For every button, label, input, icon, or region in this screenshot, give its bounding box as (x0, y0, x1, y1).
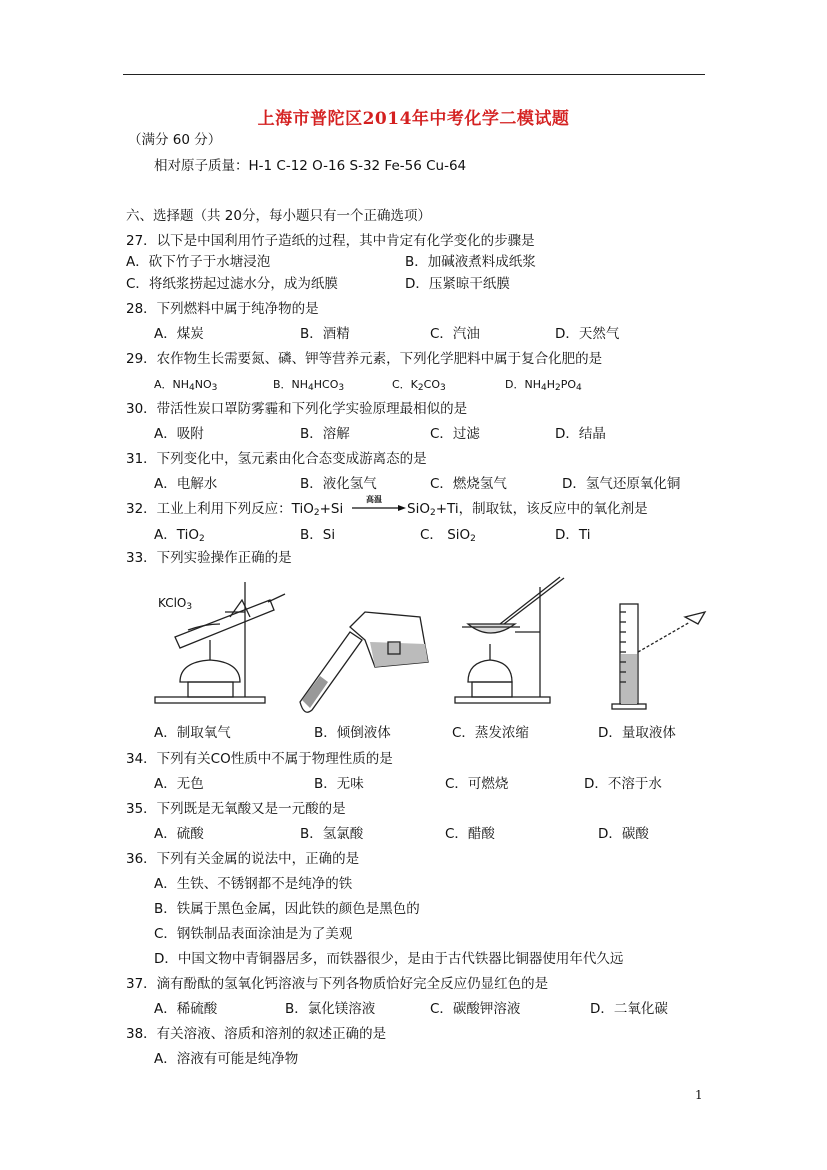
q35-option-d: D．碳酸 (598, 826, 649, 842)
q31-option-b: B．液化氢气 (300, 476, 377, 492)
q29-option-a: A．$NH_4NO_3$ (154, 378, 218, 393)
q35-option-c: C．醋酸 (445, 826, 495, 842)
q27-option-c: C．将纸浆捞起过滤水分，成为纸膜 (126, 276, 338, 292)
q33-option-b: B．倾倒液体 (314, 725, 391, 741)
reaction-condition: 高温 (366, 495, 382, 504)
q28-option-a: A．煤炭 (154, 326, 204, 342)
q29-option-b: B．$NH_4HCO_3$ (273, 378, 345, 393)
apparatus-drawings (150, 572, 720, 717)
q33-stem: 33．下列实验操作正确的是 (126, 550, 292, 566)
q30-option-c: C．过滤 (430, 426, 480, 442)
q36-option-d: D．中国文物中青铜器居多，而铁器很少，是由于古代铁器比铜器使用年代久远 (154, 951, 624, 967)
q35-option-a: A．硫酸 (154, 826, 204, 842)
q28-stem: 28．下列燃料中属于纯净物的是 (126, 301, 319, 317)
q34-stem: 34．下列有关CO性质中不属于物理性质的是 (126, 751, 393, 767)
figure-c-evaporation (455, 577, 564, 703)
q27-option-d: D．压紧晾干纸膜 (405, 276, 510, 292)
experiment-figures (150, 572, 720, 717)
q36-option-b: B．铁属于黑色金属，因此铁的颜色是黑色的 (154, 901, 420, 917)
q34-option-d: D．不溶于水 (584, 776, 662, 792)
q30-option-a: A．吸附 (154, 426, 204, 442)
q27-option-b: B．加碱液煮料成纸浆 (405, 254, 536, 270)
q31-option-d: D．氢气还原氧化铜 (562, 476, 681, 492)
q36-stem: 36．下列有关金属的说法中，正确的是 (126, 851, 360, 867)
figure-d-cylinder (612, 604, 705, 709)
q30-option-b: B．溶解 (300, 426, 350, 442)
q32-option-a: A．TiO$_2$ (154, 527, 205, 544)
q32-option-b: B．Si (300, 527, 336, 543)
header-rule (123, 74, 705, 75)
q33-option-a: A．制取氧气 (154, 725, 231, 741)
q29-option-d: D．$NH_4H_2PO_4$ (505, 378, 582, 393)
q30-option-d: D．结晶 (555, 426, 606, 442)
q28-option-d: D．天然气 (555, 326, 620, 342)
q34-option-b: B．无味 (314, 776, 364, 792)
q27-stem: 27．以下是中国利用竹子造纸的过程，其中肯定有化学变化的步骤是 (126, 233, 535, 249)
q30-stem: 30．带活性炭口罩防雾霾和下列化学实验原理最相似的是 (126, 401, 468, 417)
full-score: （满分 60 分） (128, 132, 222, 148)
q31-stem: 31．下列变化中，氢元素由化合态变成游离态的是 (126, 451, 427, 467)
reaction-arrow (352, 497, 406, 517)
q29-stem: 29．农作物生长需要氮、磷、钾等营养元素，下列化学肥料中属于复合化肥的是 (126, 351, 603, 367)
q37-option-b: B．氯化镁溶液 (285, 1001, 376, 1017)
q38-option-a: A．溶液有可能是纯净物 (154, 1051, 299, 1067)
q37-option-a: A．稀硫酸 (154, 1001, 218, 1017)
page-number: 1 (695, 1088, 703, 1102)
atomic-mass: 相对原子质量：H-1 C-12 O-16 S-32 Fe-56 Cu-64 (154, 158, 467, 174)
section-heading: 六、选择题（共 20分，每小题只有一个正确选项） (126, 208, 431, 224)
q31-option-c: C．燃烧氢气 (430, 476, 507, 492)
kclo3-label: KClO$_3$ (158, 596, 193, 612)
q27-option-a: A．砍下竹子于水塘浸泡 (126, 254, 271, 270)
q34-option-c: C．可燃烧 (445, 776, 509, 792)
q33-option-d: D．量取液体 (598, 725, 676, 741)
q36-option-a: A．生铁、不锈钢都不是纯净的铁 (154, 876, 353, 892)
q28-option-c: C．汽油 (430, 326, 480, 342)
figure-b-pouring (300, 612, 428, 712)
q35-option-b: B．氢氯酸 (300, 826, 364, 842)
q37-option-c: C．碳酸钾溶液 (430, 1001, 521, 1017)
page-title: 上海市普陀区2014年中考化学二模试题 (257, 109, 570, 129)
q29-option-c: C．$K_2CO_3$ (392, 378, 446, 393)
q32-stem-start: 32．工业上利用下列反应：TiO$_2$+Si (126, 501, 344, 518)
q32-stem-end: SiO$_2$+Ti，制取钛，该反应中的氧化剂是 (407, 501, 648, 518)
q37-stem: 37．滴有酚酞的氢氧化钙溶液与下列各物质恰好完全反应仍显红色的是 (126, 976, 549, 992)
q37-option-d: D．二氧化碳 (590, 1001, 668, 1017)
q33-option-c: C．蒸发浓缩 (452, 725, 529, 741)
q35-stem: 35．下列既是无氧酸又是一元酸的是 (126, 801, 346, 817)
arrow-icon (352, 497, 406, 517)
q28-option-b: B．酒精 (300, 326, 350, 342)
q32-option-d: D．Ti (555, 527, 591, 543)
q36-option-c: C．钢铁制品表面涂油是为了美观 (154, 926, 353, 942)
q34-option-a: A．无色 (154, 776, 204, 792)
figure-a-heating (155, 582, 285, 703)
q32-option-c: C． SiO$_2$ (420, 527, 476, 544)
q31-option-a: A．电解水 (154, 476, 218, 492)
q38-stem: 38．有关溶液、溶质和溶剂的叙述正确的是 (126, 1026, 387, 1042)
